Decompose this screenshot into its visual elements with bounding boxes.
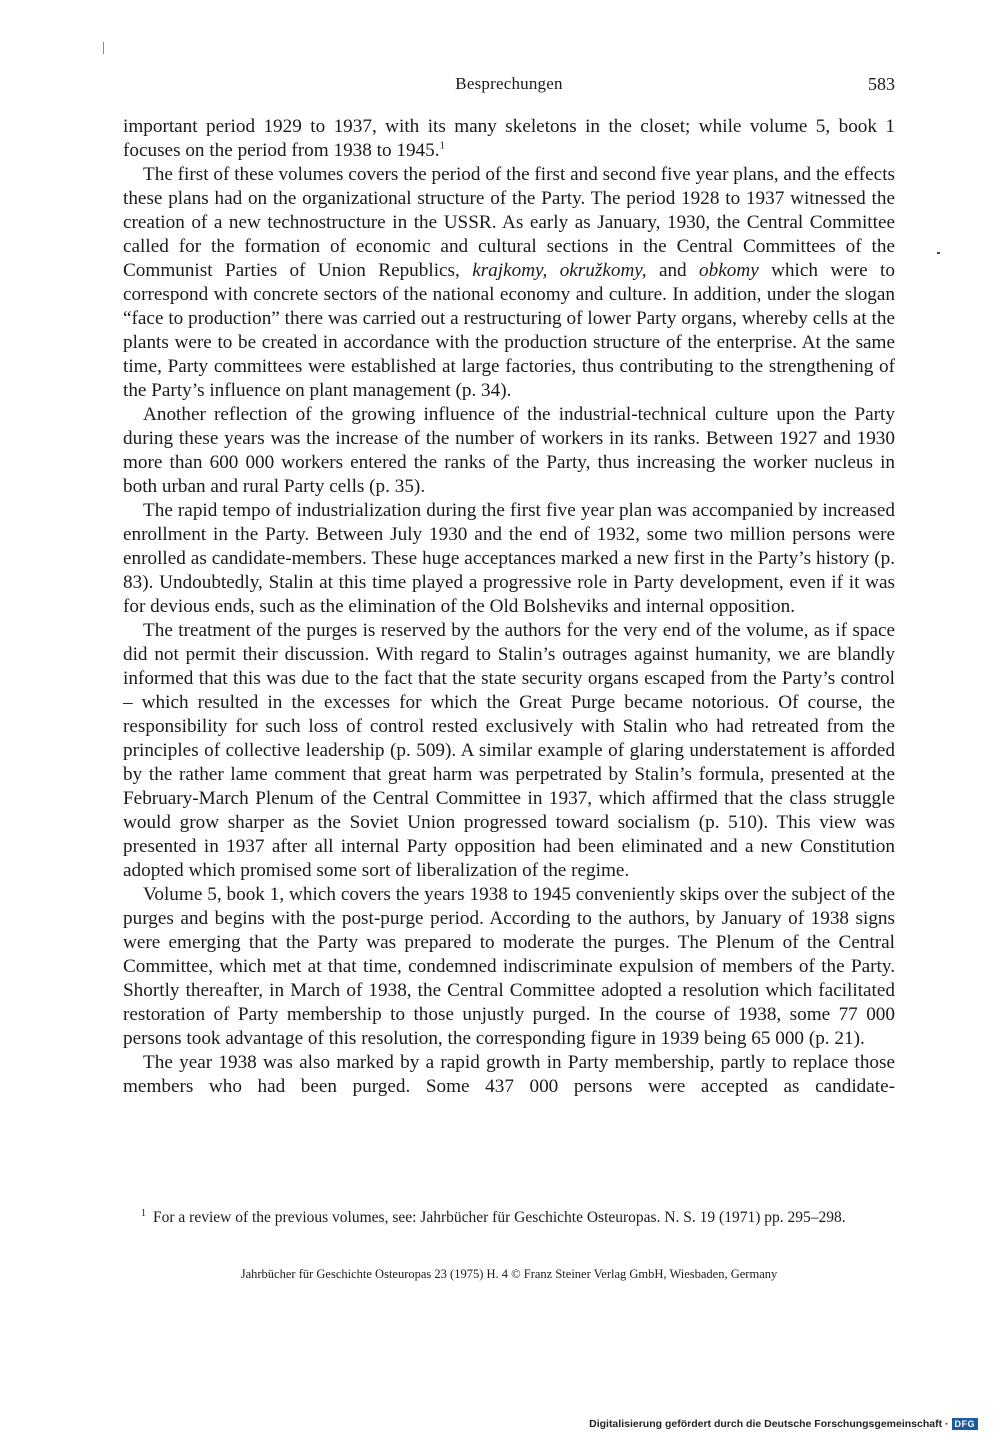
footnote: 1 For a review of the previous volumes, see: Jahrbücher für Geschichte Osteuropas. N. S. 19 (1971) pp. 295–298. bbox=[141, 1207, 846, 1226]
paragraph-continuation bbox=[123, 115, 895, 163]
scan-margin-mark bbox=[103, 42, 104, 54]
paragraph: Volume 5, book 1, which covers the years 1938 to 1945 conveniently skips over the subject of the purges and begins with the post-purge period. According to the authors, by January of 1938 signs were emerging that the Party was prepared to moderate the purges. The Plenum of the Central Committee, which met at that time, condemned indiscriminate expulsion of members of the Party. Shortly thereafter, in March of 1938, the Central Committee adopted a resolution which facilitated restoration of Party membership to those unjustly purged. In the course of 1938, some 77 000 persons took advantage of this resolution, the corresponding figure in 1939 being 65 000 (p. 21). bbox=[123, 884, 895, 1049]
paragraph: The year 1938 was also marked by a rapid growth in Party membership, partly to replace those members who had been purged. Some 437 000 persons were accepted as candidate- bbox=[123, 1052, 895, 1097]
page-header bbox=[123, 74, 895, 98]
paragraph-text: important period 1929 to 1937, with its many skeletons in the closet; while volume 5, book 1 focuses on the period from 1938 to 1945. bbox=[123, 116, 895, 161]
footnote-reference: 1 bbox=[439, 139, 446, 152]
paragraph: Another reflection of the growing influence of the industrial-technical culture upon the Party during these years was the increase of the number of workers in its ranks. Between 1927 and 1930 more than 600 000 workers entered the ranks of the Party, thus increasing the worker nucleus in both urban and rural Party cells (p. 35). bbox=[123, 404, 895, 497]
page-number: 583 bbox=[868, 74, 895, 94]
footnote-text: For a review of the previous volumes, see: Jahrbücher für Geschichte Osteuropas. N. S. 19 (1971) pp. 295–298. bbox=[153, 1209, 846, 1226]
paragraph: The rapid tempo of industrialization during the first five year plan was accompanied by increased enrollment in the Party. Between July 1930 and the end of 1932, some two million persons were enrolled as candidate-members. These huge acceptances marked a new first in the Party’s history (p. 83). Undoubtedly, Stalin at this time played a progressive role in Party development, even if it was for devious ends, such as the elimination of the Old Bolsheviks and internal opposition. bbox=[123, 500, 895, 617]
paragraph-text: which were to correspond with concrete sectors of the national economy and culture. In addition, under the slogan “face to production” there was carried out a restructuring of lower Party organs, whereby cells at the plants were to be created in accordance with the production structure of the enterprise. At the same time, Party committees were established at large factories, thus contributing to the strengthening of the Party’s influence on plant management (p. 34). bbox=[123, 260, 895, 401]
running-head: Besprechungen bbox=[455, 74, 563, 93]
scan-margin-dot bbox=[937, 252, 940, 254]
italic-term: obkomy bbox=[699, 260, 759, 281]
paragraph: The treatment of the purges is reserved by the authors for the very end of the volume, as if space did not permit their discussion. With regard to Stalin’s outrages against humanity, we are blandly informed that this was due to the fact that the state security organs escaped from the Party’s control – which resulted in the excesses for which the Great Purge became notorious. Of course, the responsibility for such loss of control rested exclusively with Stalin who had retreated from the principles of collective leadership (p. 509). A similar example of glaring understatement is afforded by the rather lame comment that great harm was perpetrated by Stalin’s formula, presented at the February-March Plenum of the Central Committee in 1937, which affirmed that the class struggle would grow sharper as the Soviet Union progressed toward socialism (p. 510). This view was presented in 1937 after all internal Party opposition had been eliminated and a new Constitution adopted which promised some sort of liberalization of the regime. bbox=[123, 620, 895, 881]
digitization-notice-text: Digitalisierung gefördert durch die Deutsche Forschungsgemeinschaft · bbox=[589, 1418, 949, 1430]
paragraph-text: and bbox=[646, 260, 700, 281]
body-text bbox=[123, 115, 895, 1099]
paragraph bbox=[123, 163, 895, 403]
dfg-logo: DFG bbox=[952, 1418, 979, 1430]
publisher-imprint: Jahrbücher für Geschichte Osteuropas 23 (1975) H. 4 © Franz Steiner Verlag GmbH, Wiesbaden, Germany bbox=[240, 1267, 778, 1281]
italic-term: krajkomy, okružkomy, bbox=[472, 260, 647, 281]
digitization-notice bbox=[589, 1418, 978, 1430]
paragraph-text: The first of these volumes covers the period of the first and second five year plans, and the effects these plans had on the organizational structure of the Party. The period 1928 to 1937 witnessed the creation of a new technostructure in the USSR. As early as January, 1930, the Central Committee called for the formation of economic and cultural sections in the Central Committees of the Communist Parties of Union Republics, bbox=[123, 164, 895, 281]
